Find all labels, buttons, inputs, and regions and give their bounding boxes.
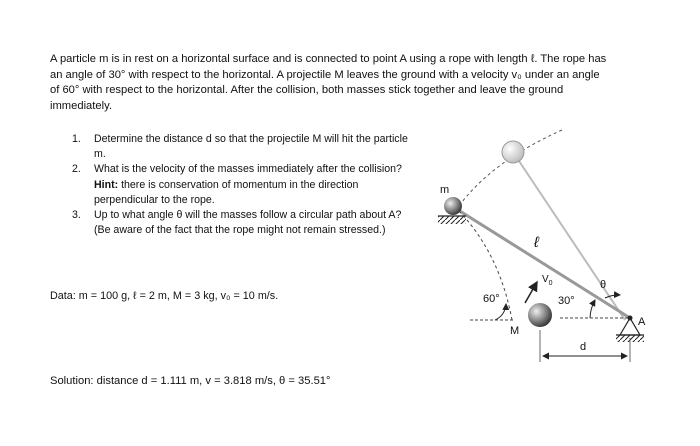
label-m: m	[440, 184, 450, 196]
question-item	[72, 162, 412, 208]
question-number: 3.	[72, 209, 81, 222]
question-item	[72, 132, 412, 162]
pivot-A	[628, 316, 633, 321]
question-list	[72, 132, 412, 238]
data-line: Data: m = 100 g, ℓ = 2 m, M = 3 kg, v₀ = 10 m/s.	[50, 290, 279, 302]
ghost-mass	[502, 141, 524, 163]
label-60-deg: 60°	[483, 293, 500, 305]
solution-line: Solution: distance d = 1.111 m, v = 3.818 m/s, θ = 35.51°	[50, 375, 331, 387]
angle-30-arc	[590, 300, 595, 318]
problem-intro: A particle m is in rest on a horizontal surface and is connected to point A using a rope with length ℓ. The rope has an angle of 30° with respect to the horizontal. A projectile M leaves the ground with a velocity v₀ under an angle of 60° with respect to the horizontal. After the collision, both masses stick together and leave the ground immediately.	[50, 53, 607, 112]
question-text: What is the velocity of the masses immediately after the collision?	[94, 163, 402, 176]
label-d: d	[580, 341, 587, 353]
physics-diagram	[420, 120, 660, 370]
hint	[94, 178, 412, 208]
label-theta: θ	[600, 279, 607, 291]
projectile-M	[528, 303, 552, 327]
hint-text: there is conservation of momentum in the direction perpendicular to the rope.	[94, 178, 359, 206]
hint-label: Hint:	[94, 178, 119, 191]
question-number: 2.	[72, 163, 81, 176]
ground-hatch-left	[438, 216, 466, 224]
angle-theta-arc	[605, 295, 620, 298]
pivot-support	[620, 318, 640, 335]
question-item	[72, 208, 412, 238]
label-30-deg: 30°	[558, 295, 575, 307]
rope	[455, 208, 630, 318]
question-number: 1.	[72, 133, 81, 145]
question-text: Up to what angle θ will the masses follow a circular path about A? (Be aware of the fact that the rope might not remain stressed.)	[94, 209, 402, 237]
velocity-arrow	[525, 282, 537, 303]
question-text: Determine the distance d so that the projectile M will hit the particle m.	[94, 133, 408, 161]
label-M: M	[510, 325, 520, 337]
angle-60-arc	[495, 304, 506, 320]
label-v0: $V_0$	[542, 274, 553, 287]
label-rope-length: ℓ	[534, 234, 539, 251]
label-A: A	[638, 316, 646, 328]
particle-m	[444, 197, 462, 215]
